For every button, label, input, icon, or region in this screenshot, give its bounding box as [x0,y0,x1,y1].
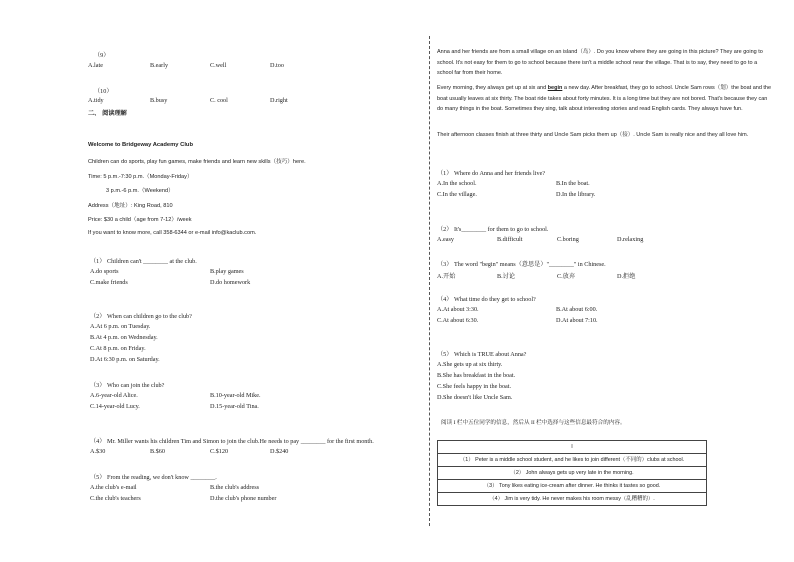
right-question-1-option-d[interactable]: D.In the library. [556,191,596,198]
q10-option-c[interactable]: C. cool [210,97,228,104]
table-header: I [438,441,707,454]
q10-option-b[interactable]: B.busy [150,97,168,104]
ad-time1: Time: 5 p.m.-7:30 p.m.（Monday-Friday） [88,174,193,180]
ad-price: Price: $30 a child（age from 7-12）/week [88,217,192,223]
left-question-3-option-c[interactable]: C.14-year-old Lucy. [90,403,140,410]
q10-option-d[interactable]: D.right [270,97,288,104]
left-question-4-option-a[interactable]: A.$30 [90,448,106,455]
left-question-2-option-b[interactable]: B.At 4 p.m. on Wednesday. [90,334,158,341]
table-row: （3） Tony likes eating ice-cream after dinner. He thinks it tastes so good. [438,480,707,493]
passage-p2 [437,83,772,115]
right-question-3-stem: （3） The word "begin" means（意思是）"________" in Chinese. [437,261,606,268]
right-question-5-option-b[interactable]: B.She has breakfast in the boat. [437,372,516,379]
q9-option-a[interactable]: A.late [88,62,103,69]
left-question-5-stem: （5） From the reading, we don't know ________. [90,474,217,481]
matching-table [437,440,707,506]
right-question-2-option-d[interactable]: D.relaxing [617,236,644,243]
right-question-4-option-c[interactable]: C.At about 6:30. [437,317,479,324]
left-question-2-option-c[interactable]: C.At 8 p.m. on Friday. [90,345,146,352]
q10-number: （10） [94,88,113,95]
right-question-5-option-a[interactable]: A.She gets up at six thirty. [437,361,503,368]
left-question-5-option-b[interactable]: B.the club's address [210,484,260,491]
left-question-5-option-c[interactable]: C.the club's teachers [90,495,141,502]
left-question-2-option-d[interactable]: D.At 6:30 p.m. on Saturday. [90,356,160,363]
left-question-1-stem: （1） Children can't ________ at the club. [90,258,197,265]
right-question-4-stem: （4） What time do they get to school? [437,296,536,303]
passage-word-begin: begin [547,85,563,91]
ad-title: Welcome to Bridgeway Academy Club [88,142,194,148]
right-question-3-option-a[interactable]: A.开始 [437,273,456,280]
ad-address: Address（地址）: King Road, 810 [88,203,173,209]
right-question-1-stem: （1） Where do Anna and her friends live? [437,170,546,177]
right-question-2-stem: （2） It's________ for them to go to school. [437,226,549,233]
right-question-4-option-a[interactable]: A.At about 3:30. [437,306,479,313]
q10-option-a[interactable]: A.tidy [88,97,104,104]
section2-title: 二、 阅读理解 [88,110,127,117]
right-question-3-option-b[interactable]: B.讨论 [497,273,516,280]
ad-contact: If you want to know more, call 358-6344 or e-mail info@kaclub.com. [88,230,257,236]
left-question-2-option-a[interactable]: A.At 6 p.m. on Tuesday. [90,323,151,330]
passage-p3: Their afternoon classes finish at three thirty and Uncle Sam picks them up（接）. Uncle Sam is really nice and they all love him. [437,132,749,138]
left-question-3-option-d[interactable]: D.15-year-old Tina. [210,403,259,410]
left-question-4-option-b[interactable]: B.$60 [150,448,165,455]
q9-options [88,62,330,69]
left-question-5-option-d[interactable]: D.the club's phone number [210,495,277,502]
right-question-3-option-c[interactable]: C.放弃 [557,273,576,280]
left-question-4-option-d[interactable]: D.$240 [270,448,289,455]
right-question-2-option-c[interactable]: C.boring [557,236,579,243]
right-question-2-option-b[interactable]: B.difficult [497,236,523,243]
q9-option-c[interactable]: C.well [210,62,227,69]
left-question-4-option-c[interactable]: C.$120 [210,448,229,455]
passage-p1: Anna and her friends are from a small village on an island（岛）. Do you know where they are going in this picture? They are going to school. It's not easy for them to go to school because there isn't a middle school near the village. That is to say, they need to go to a school far from their home. [437,49,763,77]
column-divider [429,36,430,526]
passage-p2-start: Every morning, they always get up at six and [437,85,548,91]
left-question-5-option-a[interactable]: A.the club's e-mail [90,484,137,491]
q9-option-d[interactable]: D.too [270,62,284,69]
left-question-1-option-b[interactable]: B.play games [210,268,244,275]
left-question-3-stem: （3） Who can join the club? [90,382,165,389]
left-question-2-stem: （2） When can children go to the club? [90,313,192,320]
ad-time2: 3 p.m.-6 p.m.（Weekend） [106,188,174,194]
q9-number: （9） [94,52,110,59]
right-question-5-option-c[interactable]: C.She feels happy in the boat. [437,383,512,390]
table-row: （1） Peter is a middle school student, and he likes to join different（不同的）clubs at school. [438,454,707,467]
right-question-5-stem: （5） Which is TRUE about Anna? [437,351,527,358]
left-question-3-option-b[interactable]: B.10-year-old Mike. [210,392,261,399]
right-question-3-option-d[interactable]: D.拒绝 [617,273,636,280]
passage-p2-end: a new day. After breakfast, they go to school. Uncle Sam rows（划）the boat and the boat usually leaves at six thirty. The boat ride takes about forty minutes. It is a long time but they are not bored. That's because they can do many things in the boat. Sometimes they sing, talk about interesting stories and read English cards. They always have fun. [437,85,772,113]
left-question-1-option-a[interactable]: A.do sports [90,268,119,275]
right-question-1-option-b[interactable]: B.In the boat. [556,180,590,187]
left-question-4-stem: （4） Mr. Miller wants his children Tim and Simon to join the club.He needs to pay ________ for the first month. [90,438,374,445]
table-row: （4） Jim is very tidy. He never makes his room messy（乱糟糟的）. [438,493,707,506]
q9-option-b[interactable]: B.early [150,62,169,69]
right-question-1-option-c[interactable]: C.In the village. [437,191,477,198]
right-question-5-option-d[interactable]: D.She doesn't like Uncle Sam. [437,394,513,401]
right-question-4-option-b[interactable]: B.At about 6:00. [556,306,598,313]
ad-line1: Children can do sports, play fun games, make friends and learn new skills（技巧）here. [88,159,306,165]
left-question-1-option-d[interactable]: D.do homework [210,279,251,286]
matching-instruction: 阅读 I 栏中五位同学的信息，然后从 II 栏中选择与这些信息最符合的内容。 [441,420,626,426]
right-question-2-option-a[interactable]: A.easy [437,236,455,243]
right-question-1-option-a[interactable]: A.In the school. [437,180,477,187]
table-row: （2） John always gets up very late in the morning. [438,467,707,480]
right-question-4-option-d[interactable]: D.At about 7:10. [556,317,598,324]
left-question-1-option-c[interactable]: C.make friends [90,279,128,286]
q10-options [88,97,330,104]
left-question-3-option-a[interactable]: A.6-year-old Alice. [90,392,138,399]
